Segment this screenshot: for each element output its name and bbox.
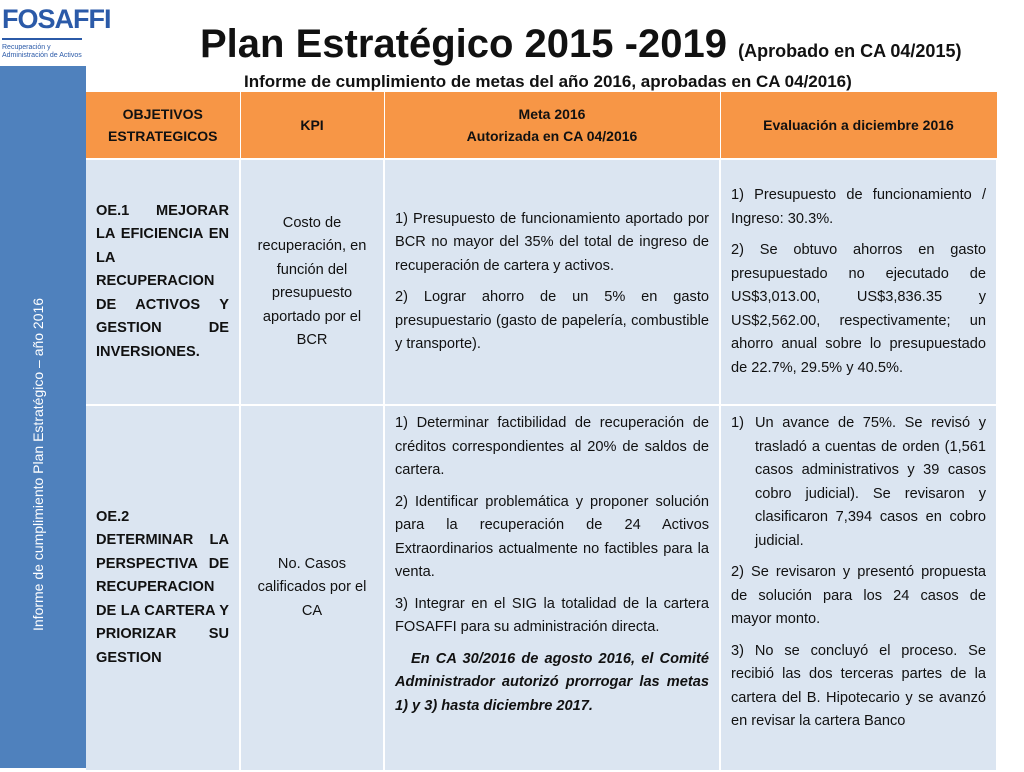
meta-item: 1) Determinar factibilidad de recuperación de créditos correspondientes al 20% de saldos de cartera.: [395, 415, 709, 478]
meta-cell: [384, 405, 720, 771]
logo-text: FOSAFFI: [2, 4, 111, 34]
table-header-row: [86, 92, 997, 159]
table-row: [86, 159, 997, 405]
evaluacion-cell: [720, 405, 997, 771]
evaluacion-item: Un avance de 75%. Se revisó y trasladó a cuentas de orden (1,561 casos administrativos y 39 casos cobro judicial). Se revisaron y clasificaron 7,394 casos en cobro judicial.: [755, 415, 986, 549]
meta-note: En CA 30/2016 de agosto 2016, el Comité Administrador autorizó prorrogar las metas 1) y 3) hasta diciembre 2017.: [395, 650, 709, 714]
header-meta: [384, 92, 720, 159]
table-row: [86, 405, 997, 771]
kpi-cell: Costo de recuperación, en función del presupuesto aportado por el BCR: [240, 159, 384, 405]
sidebar-label: Informe de cumplimiento Plan Estratégico – año 2016: [30, 297, 46, 631]
evaluacion-item: 2) Se obtuvo ahorros en gasto presupuestado no ejecutado de US$3,013.00, US$3,836.35 y US$2,562.00, respectivamente; un ahorro anual sobre lo presupuestado de 22.7%, 29.5% y 40.5%.: [731, 242, 986, 376]
objetivo-cell: OE.2 DETERMINAR LA PERSPECTIVA DE RECUPERACION DE LA CARTERA Y PRIORIZAR SU GESTION: [86, 405, 240, 771]
title-note: (Aprobado en CA 04/2015): [738, 41, 962, 61]
meta-item: 3) Integrar en el SIG la totalidad de la cartera FOSAFFI para su administración directa.: [395, 595, 709, 635]
goals-table: [86, 92, 998, 772]
logo-subtitle: Recuperación y Administración de Activos: [2, 44, 82, 59]
logo-underline: [2, 38, 82, 40]
header-objetivos: OBJETIVOS ESTRATEGICOS: [86, 92, 240, 159]
meta-item: 2) Identificar problemática y proponer solución para la recuperación de 24 Activos Extraordinarios actualmente no factibles para la venta.: [395, 493, 709, 580]
evaluacion-list-item: [731, 412, 986, 553]
meta-item: 1) Presupuesto de funcionamiento aportado por BCR no mayor del 35% del total de ingreso de recuperación de cartera y activos.: [395, 210, 709, 274]
evaluacion-item: 1) Presupuesto de funcionamiento / Ingreso: 30.3%.: [731, 187, 986, 227]
header-meta-line1: Meta 2016: [518, 106, 586, 122]
list-number: 1): [731, 415, 744, 431]
evaluacion-item: 3) No se concluyó el proceso. Se recibió las dos terceras partes de la cartera del B. Hipotecario y se avanzó en revisar la cartera Banco: [731, 642, 986, 729]
page-title: [200, 22, 961, 67]
header-meta-line2: Autorizada en CA 04/2016: [466, 128, 638, 144]
evaluacion-cell: [720, 159, 997, 405]
left-sidebar: [0, 66, 86, 768]
meta-item: 2) Lograr ahorro de un 5% en gasto presupuestario (gasto de papelería, combustible y transporte).: [395, 289, 709, 352]
header-evaluacion: Evaluación a diciembre 2016: [720, 92, 997, 159]
title-main: Plan Estratégico 2015 -2019: [200, 22, 727, 66]
page-subtitle: Informe de cumplimiento de metas del año 2016, aprobadas en CA 04/2016): [244, 72, 852, 91]
fosaffi-logo: [2, 4, 111, 64]
objetivo-cell: OE.1 MEJORAR LA EFICIENCIA EN LA RECUPERACION DE ACTIVOS Y GESTION DE INVERSIONES.: [86, 159, 240, 405]
meta-cell: [384, 159, 720, 405]
header-kpi: KPI: [240, 92, 384, 159]
kpi-cell: No. Casos calificados por el CA: [240, 405, 384, 771]
evaluacion-item: 2) Se revisaron y presentó propuesta de solución para los 24 casos de mayor monto.: [731, 564, 986, 627]
